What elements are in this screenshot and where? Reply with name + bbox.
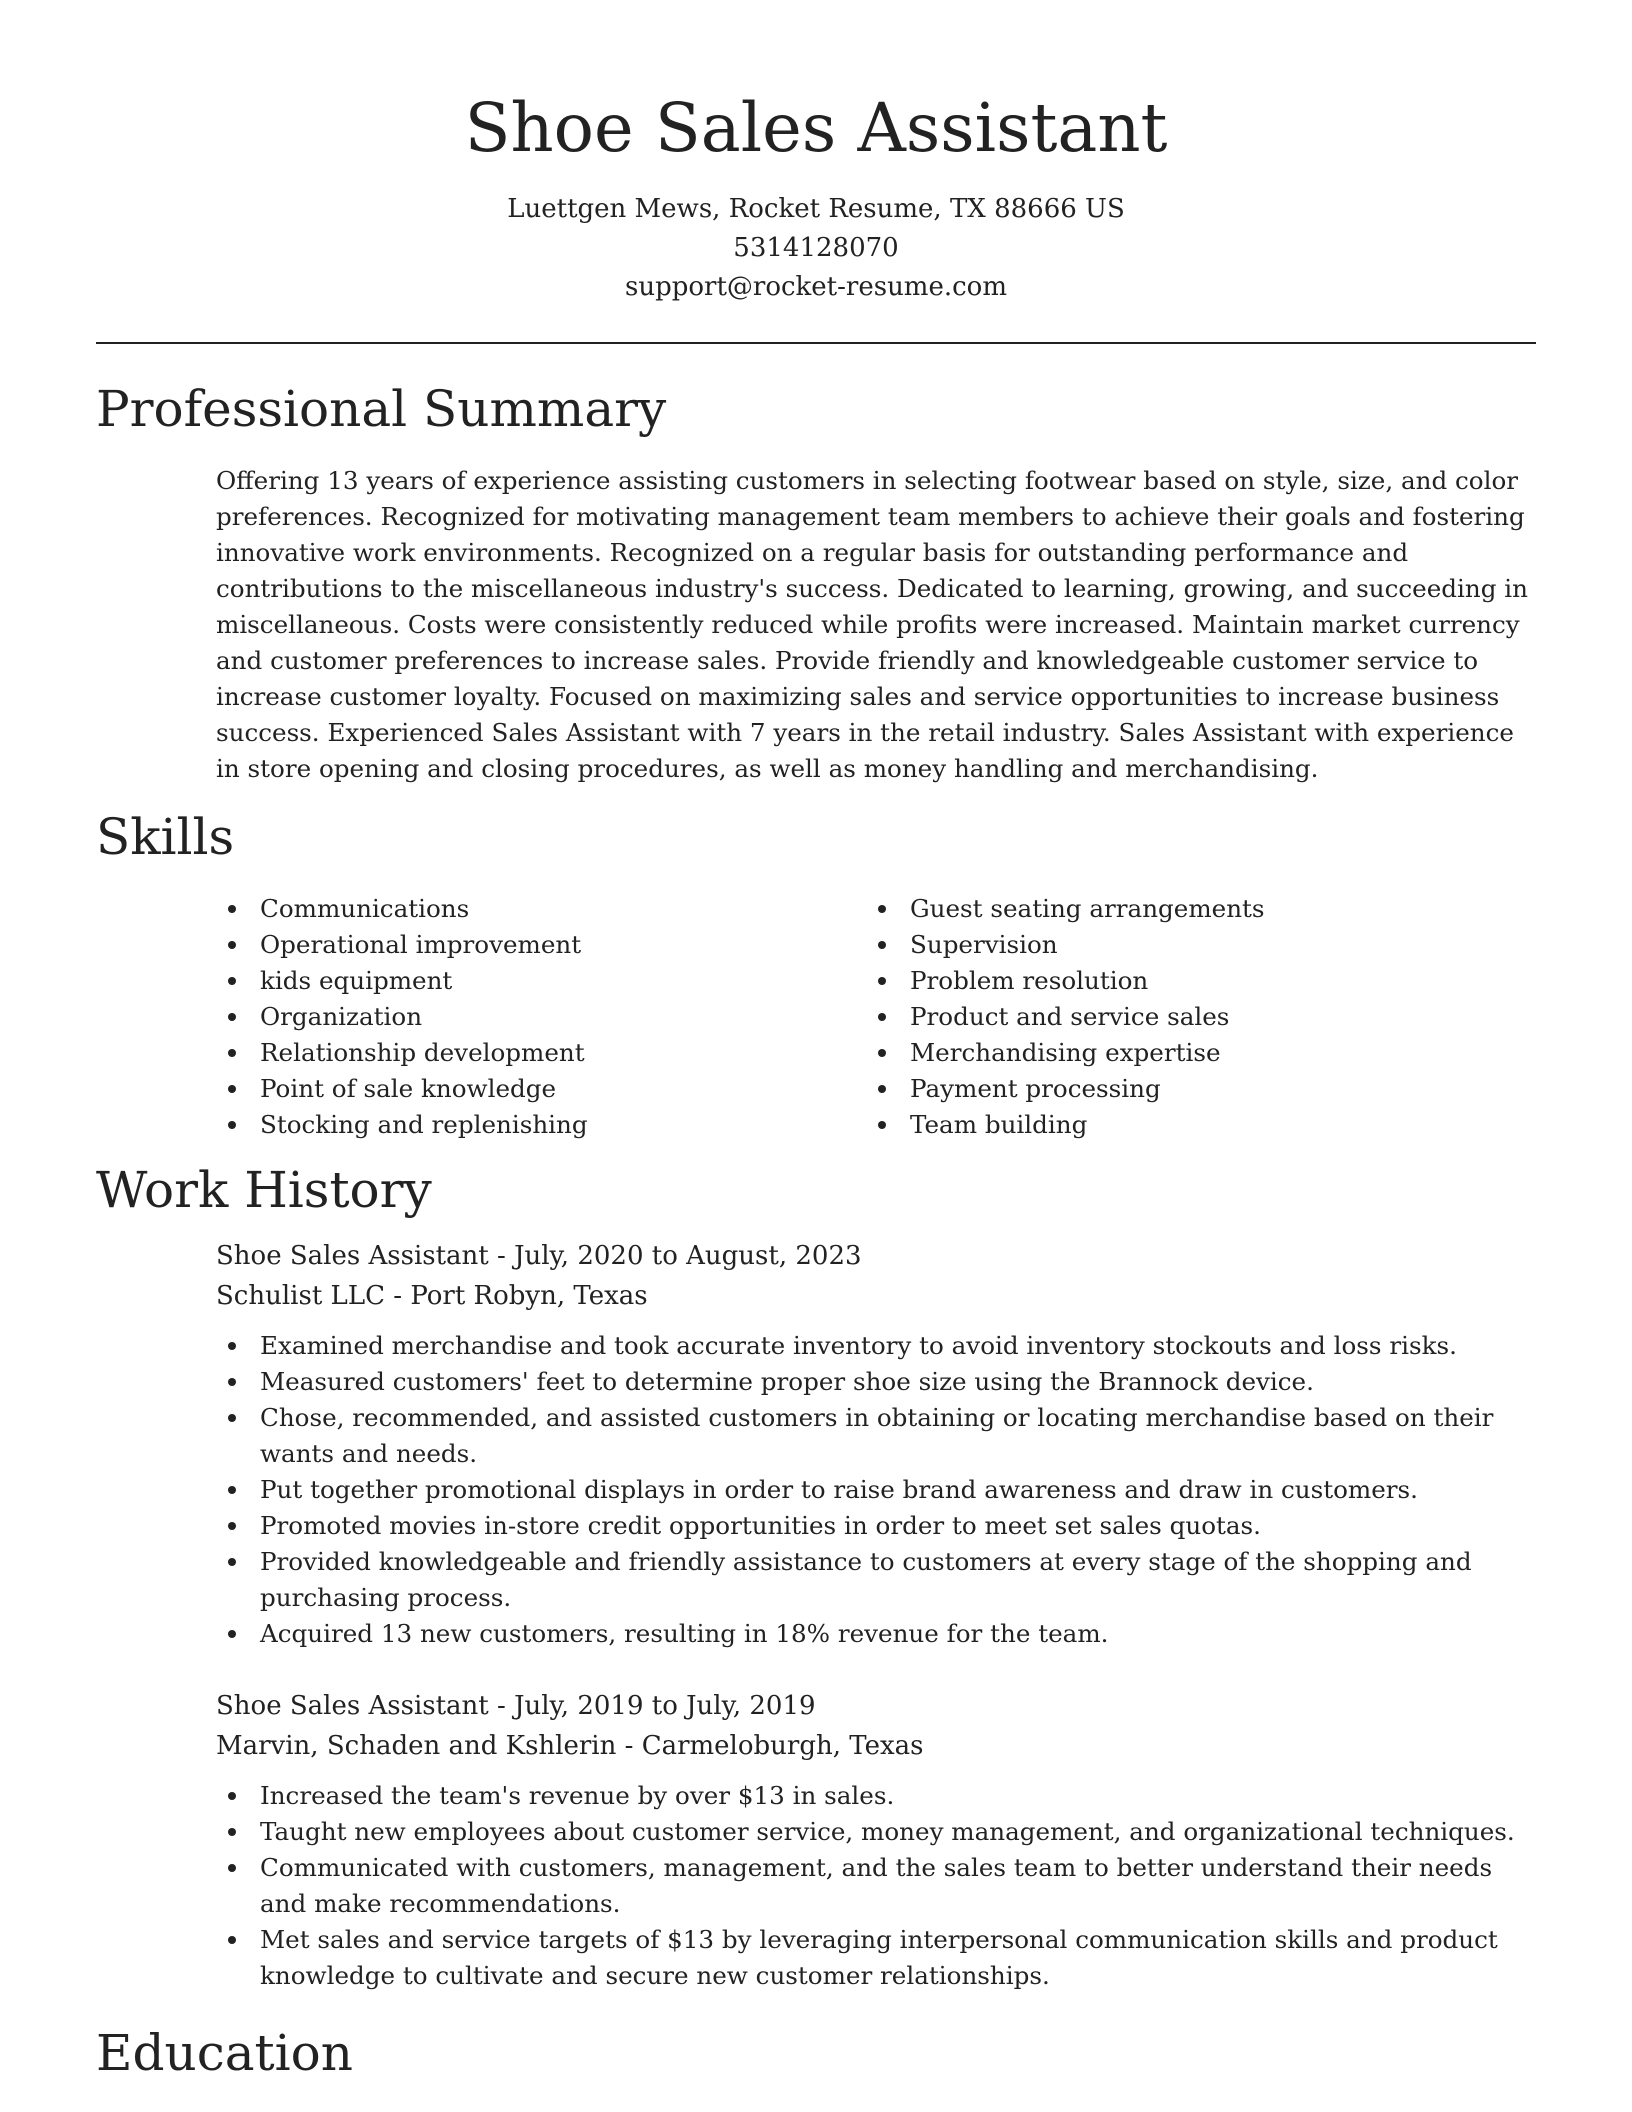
- job-duty: Examined merchandise and took accurate inventory to avoid inventory stockouts and loss risks.: [216, 1328, 1536, 1364]
- skill-item: Relationship development: [216, 1035, 866, 1071]
- job-duty: Put together promotional displays in order to raise brand awareness and draw in customers.: [216, 1472, 1536, 1508]
- resume-header: [96, 80, 1536, 307]
- contact-email: support@rocket-resume.com: [624, 272, 1007, 302]
- summary-text: Offering 13 years of experience assisting customers in selecting footwear based on style, size, and color preferences. Recognized for motivating management team members to achieve their goals and fostering innovative work environments. Recognized on a regular basis for outstanding performance and contributions to the miscellaneous industry's success. Dedicated to learning, growing, and succeeding in miscellaneous. Costs were consistently reduced while profits were increased. Maintain market currency and customer preferences to increase sales. Provide friendly and knowledgeable customer service to increase customer loyalty. Focused on maximizing sales and service opportunities to increase business success. Experienced Sales Assistant with 7 years in the retail industry. Sales Assistant with experience in store opening and closing procedures, as well as money handling and merchandising.: [216, 466, 1528, 783]
- skills-column-left: [216, 891, 866, 1143]
- skill-item: Organization: [216, 999, 866, 1035]
- job-entry: [216, 1686, 1536, 1994]
- resume-name: Shoe Sales Assistant: [464, 89, 1168, 167]
- header-divider: [96, 342, 1536, 344]
- skill-item: Product and service sales: [866, 999, 1516, 1035]
- skills-column-right: [866, 891, 1516, 1143]
- job-duties: [216, 1778, 1536, 1994]
- job-company-line: Schulist LLC - Port Robyn, Texas: [216, 1281, 648, 1311]
- skill-item: Stocking and replenishing: [216, 1107, 866, 1143]
- work-history-heading: Work History: [96, 1161, 432, 1219]
- job-duty: Met sales and service targets of $13 by leveraging interpersonal communication skills and product knowledge to cultivate and secure new customer relationships.: [216, 1922, 1536, 1994]
- job-dates: July, 2020 to August, 2023: [514, 1241, 862, 1271]
- job-duty: Taught new employees about customer service, money management, and organizational techniques.: [216, 1814, 1536, 1850]
- skill-item: Guest seating arrangements: [866, 891, 1516, 927]
- skills-list: [216, 891, 1536, 1143]
- job-company: Schulist LLC: [216, 1281, 385, 1311]
- skill-item: Problem resolution: [866, 963, 1516, 999]
- job-duty: Communicated with customers, management, and the sales team to better understand their needs and make recommendations.: [216, 1850, 1536, 1922]
- job-duty: Acquired 13 new customers, resulting in 18% revenue for the team.: [216, 1616, 1536, 1652]
- skills-heading: Skills: [96, 808, 235, 866]
- job-duty: Measured customers' feet to determine proper shoe size using the Brannock device.: [216, 1364, 1536, 1400]
- job-duty: Provided knowledgeable and friendly assistance to customers at every stage of the shopping and purchasing process.: [216, 1544, 1536, 1616]
- job-location: Port Robyn, Texas: [410, 1281, 648, 1311]
- job-title-line: Shoe Sales Assistant - July, 2019 to July, 2019: [216, 1691, 816, 1721]
- job-company-line: Marvin, Schaden and Kshlerin - Carmeloburgh, Texas: [216, 1731, 924, 1761]
- skill-item: Operational improvement: [216, 927, 866, 963]
- skill-item: kids equipment: [216, 963, 866, 999]
- skill-item: Payment processing: [866, 1071, 1516, 1107]
- summary-heading: Professional Summary: [96, 380, 667, 438]
- job-location: Carmeloburgh, Texas: [641, 1731, 924, 1761]
- skill-item: Supervision: [866, 927, 1516, 963]
- job-duty: Promoted movies in-store credit opportunities in order to meet set sales quotas.: [216, 1508, 1536, 1544]
- contact-phone: 5314128070: [733, 233, 899, 263]
- job-duty: Increased the team's revenue by over $13 in sales.: [216, 1778, 1536, 1814]
- job-role: Shoe Sales Assistant: [216, 1691, 489, 1721]
- skill-item: Team building: [866, 1107, 1516, 1143]
- contact-address: Luettgen Mews, Rocket Resume, TX 88666 US: [507, 194, 1125, 224]
- job-duties: [216, 1328, 1536, 1652]
- education-heading: Education: [96, 2024, 353, 2082]
- skill-item: Merchandising expertise: [866, 1035, 1516, 1071]
- job-company: Marvin, Schaden and Kshlerin: [216, 1731, 617, 1761]
- job-duty: Chose, recommended, and assisted customers in obtaining or locating merchandise based on their wants and needs.: [216, 1400, 1536, 1472]
- skill-item: Communications: [216, 891, 866, 927]
- job-role: Shoe Sales Assistant: [216, 1241, 489, 1271]
- skill-item: Point of sale knowledge: [216, 1071, 866, 1107]
- job-dates: July, 2019 to July, 2019: [514, 1691, 816, 1721]
- job-title-line: Shoe Sales Assistant - July, 2020 to August, 2023: [216, 1241, 862, 1271]
- job-entry: [216, 1236, 1536, 1652]
